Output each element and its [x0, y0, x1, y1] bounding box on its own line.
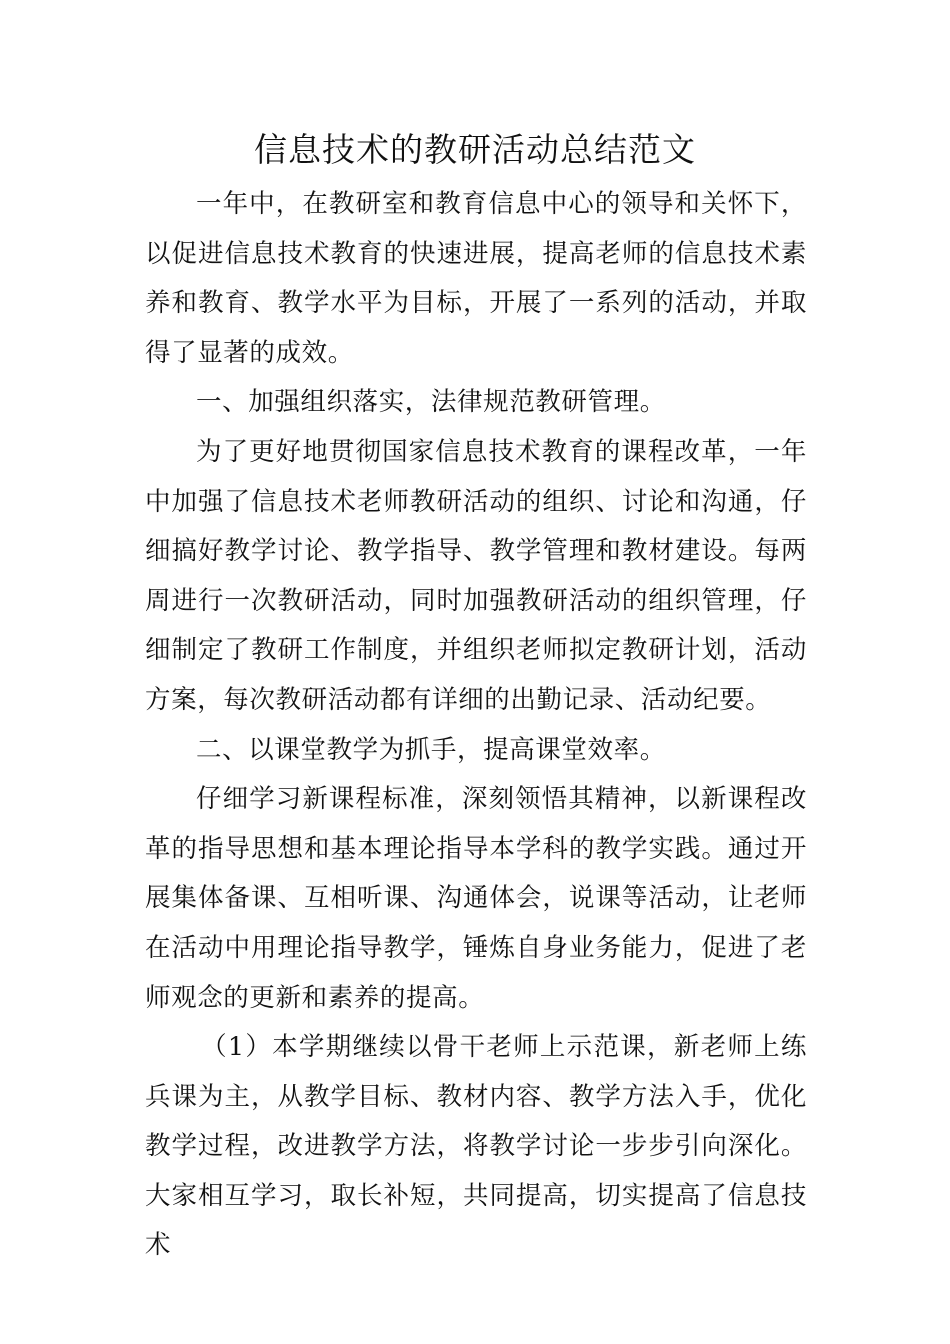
document-body: [145, 180, 807, 1271]
document-title: 信息技术的教研活动总结范文: [254, 130, 696, 169]
paragraph-intro: 一年中，在教研室和教育信息中心的领导和关怀下，以促进信息技术教育的快速进展，提高老师的信息技术素养和教育、教学水平为目标，开展了一系列的活动，并取得了显著的成效。: [145, 189, 807, 368]
section-heading-1: 一、加强组织落实，法律规范教研管理。: [196, 387, 666, 418]
paragraph-section-2: 仔细学习新课程标准，深刻领悟其精神，以新课程改革的指导思想和基本理论指导本学科的教学实践。通过开展集体备课、互相听课、沟通体会，说课等活动，让老师在活动中用理论指导教学，锤炼自身业务能力，促进了老师观念的更新和素养的提高。: [145, 784, 807, 1013]
paragraph-section-1: 为了更好地贯彻国家信息技术教育的课程改革，一年中加强了信息技术老师教研活动的组织、讨论和沟通，仔细搞好教学讨论、教学指导、教学管理和教材建设。每两周进行一次教研活动，同时加强教研活动的组织管理，仔细制定了教研工作制度，并组织老师拟定教研计划，活动方案，每次教研活动都有详细的出勤记录、活动纪要。: [145, 436, 807, 715]
section-heading-2: 二、以课堂教学为抓手，提高课堂效率。: [196, 734, 666, 765]
paragraph-item-1: （1）本学期继续以骨干老师上示范课，新老师上练兵课为主，从教学目标、教材内容、教学方法入手，优化教学过程，改进教学方法，将教学讨论一步步引向深化。大家相互学习，取长补短，共同提高，切实提高了信息技术: [145, 1032, 807, 1261]
